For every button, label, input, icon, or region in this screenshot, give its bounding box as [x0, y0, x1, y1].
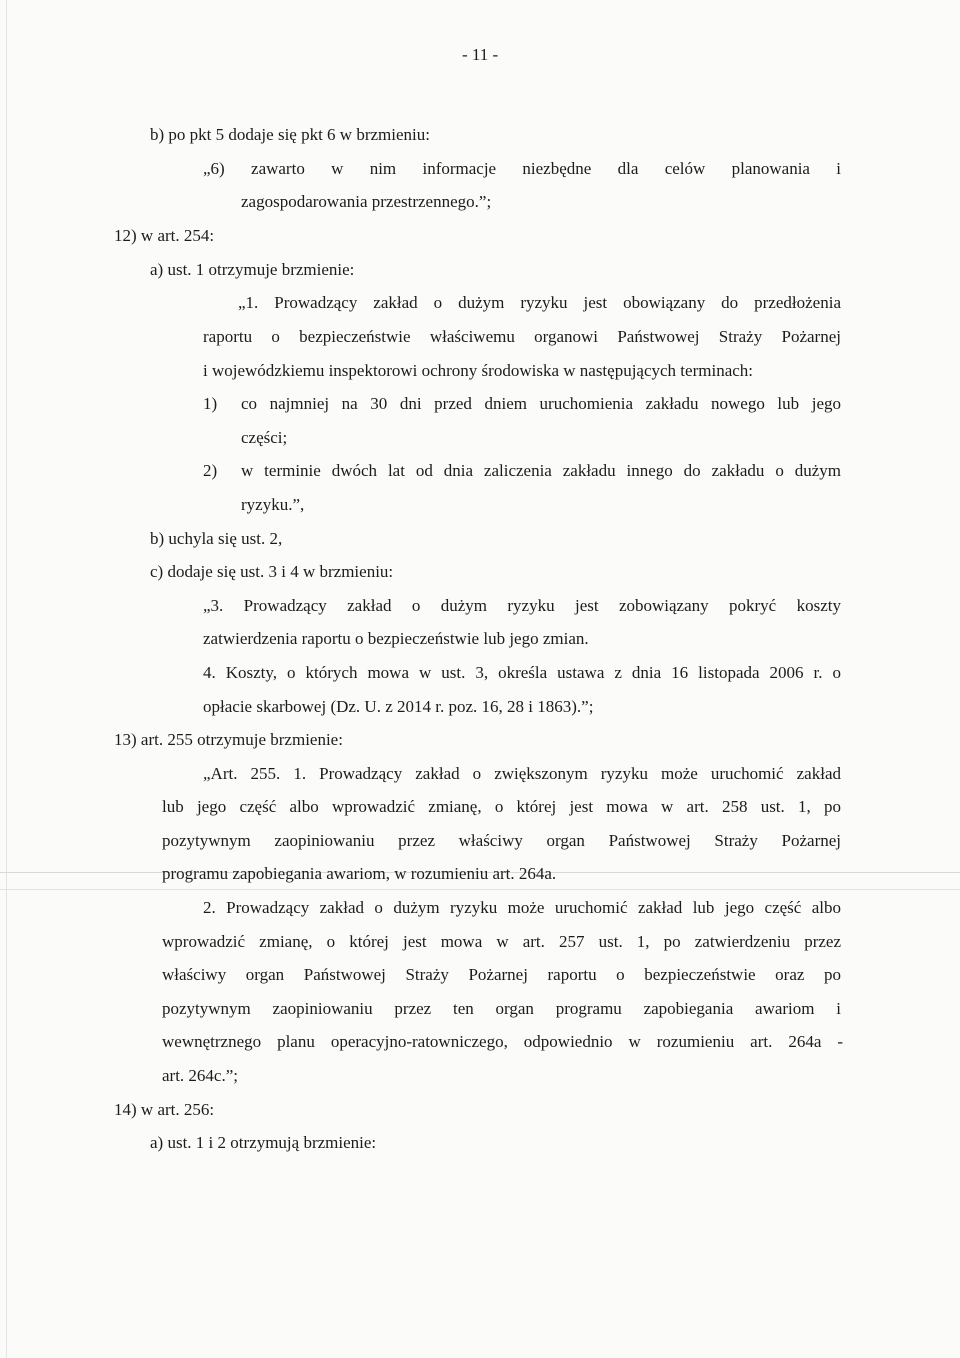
text-line: a) ust. 1 i 2 otrzymują brzmienie:: [150, 1133, 377, 1152]
text-line: 14) w art. 256:: [114, 1100, 215, 1119]
text-line: pozytywnym zaopiniowaniu przez właściwy organ Państwowej Straży Pożarnej: [162, 831, 841, 850]
text-line: 13) art. 255 otrzymuje brzmienie:: [114, 730, 343, 749]
text-line: i wojewódzkiemu inspektorowi ochrony środowiska w następujących terminach:: [203, 361, 754, 380]
text-line: programu zapobiegania awariom, w rozumieniu art. 264a.: [162, 864, 557, 883]
text-line: 12) w art. 254:: [114, 226, 215, 245]
text-line: części;: [241, 428, 288, 447]
text-line: 4. Koszty, o których mowa w ust. 3, określa ustawa z dnia 16 listopada 2006 r. o: [203, 663, 841, 682]
text-line: „3. Prowadzący zakład o dużym ryzyku jest zobowiązany pokryć koszty: [203, 596, 841, 615]
text-line: b) uchyla się ust. 2,: [150, 529, 283, 548]
page-number: - 11 -: [462, 45, 499, 64]
text-line: pozytywnym zaopiniowaniu przez ten organ programu zapobiegania awariom i: [162, 999, 841, 1018]
list-marker: 2): [203, 461, 218, 480]
text-line: zagospodarowania przestrzennego.”;: [241, 192, 492, 211]
text-line: 2. Prowadzący zakład o dużym ryzyku może uruchomić zakład lub jego część albo: [203, 898, 841, 917]
text-line: lub jego część albo wprowadzić zmianę, o której jest mowa w art. 258 ust. 1, po: [162, 797, 841, 816]
text-line: właściwy organ Państwowej Straży Pożarnej raportu o bezpieczeństwie oraz po: [162, 965, 841, 984]
text-line: wprowadzić zmianę, o której jest mowa w art. 257 ust. 1, po zatwierdzeniu przez: [162, 932, 841, 951]
text-line: opłacie skarbowej (Dz. U. z 2014 r. poz. 16, 28 i 1863).”;: [203, 697, 594, 716]
list-marker: 1): [203, 394, 218, 413]
scan-rule: [0, 889, 960, 890]
text-line: „6) zawarto w nim informacje niezbędne dla celów planowania i: [203, 159, 841, 178]
text-line: co najmniej na 30 dni przed dniem uruchomienia zakładu nowego lub jego: [241, 394, 841, 413]
text-line: art. 264c.”;: [162, 1066, 238, 1085]
text-line: c) dodaje się ust. 3 i 4 w brzmieniu:: [150, 562, 394, 581]
text-line: „Art. 255. 1. Prowadzący zakład o zwiększonym ryzyku może uruchomić zakład: [203, 764, 841, 783]
text-line: ryzyku.”,: [241, 495, 305, 514]
text-line: w terminie dwóch lat od dnia zaliczenia zakładu innego do zakładu o dużym: [241, 461, 841, 480]
text-line: zatwierdzenia raportu o bezpieczeństwie lub jego zmian.: [203, 629, 589, 648]
text-line: a) ust. 1 otrzymuje brzmienie:: [150, 260, 355, 279]
text-line: b) po pkt 5 dodaje się pkt 6 w brzmieniu:: [150, 125, 430, 144]
text-line: raportu o bezpieczeństwie właściwemu organowi Państwowej Straży Pożarnej: [203, 327, 841, 346]
page-edge: [6, 0, 7, 1358]
text-line: wewnętrznego planu operacyjno-ratowniczego, odpowiednio w rozumieniu art. 264a -: [162, 1032, 843, 1051]
text-line: „1. Prowadzący zakład o dużym ryzyku jest obowiązany do przedłożenia: [238, 293, 841, 312]
